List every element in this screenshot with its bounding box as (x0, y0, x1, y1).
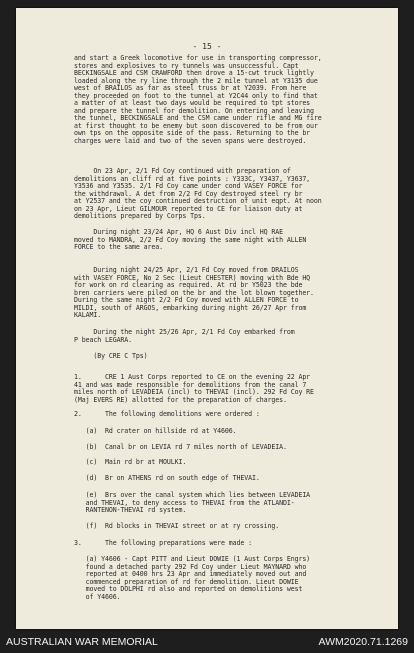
text-line: at first thought to be enemy but soon discovered to be from our (74, 121, 318, 130)
text-line: the withdrawal. A det from 2/2 Fd Coy destroyed steel ry br (74, 189, 303, 198)
text-line: On 23 Apr, 2/1 Fd Coy continued with preparation of (74, 167, 291, 175)
text-line: (c) Main rd br at MOULKI. (74, 458, 187, 466)
footer-institution: AUSTRALIAN WAR MEMORIAL (6, 636, 158, 648)
text-line: and prepare the tunnel for demolition. On entering and leaving (74, 106, 314, 115)
paragraph-3 (74, 229, 378, 252)
paragraph-14 (74, 523, 378, 531)
paragraph-5 (74, 329, 378, 344)
document-page (16, 8, 398, 629)
text-line: (e) Brs over the canal system which lies between LEVADEIA (74, 491, 311, 499)
paragraph-4 (74, 267, 378, 320)
text-line: loaded along the ry line through the 2 mile tunnel at Y3135 due (74, 76, 318, 85)
text-line: 2. The following demolitions were ordered : (74, 410, 260, 418)
text-line: own tps on the opposite side of the pass. Returning to the br (74, 129, 311, 138)
paragraph-12 (74, 475, 378, 483)
text-line: MILDI, south of ARGOS, embarking during night 26/27 Apr from (74, 303, 307, 312)
paragraph-8 (74, 411, 378, 419)
text-line: of Y4606. (74, 592, 121, 601)
text-line: 1. CRE 1 Aust Corps reported to CE on the evening 22 Apr (74, 373, 311, 381)
paragraph-9 (74, 428, 378, 436)
text-line: demolitions prepared by Corps Tps. (74, 212, 206, 221)
text-line: miles north of LEVADEIA (incl) to THEVAI (incl). 292 Fd Coy RE (74, 388, 314, 397)
text-line: moved to DOLPHI rd also and reported on demolitions west (74, 585, 303, 594)
paragraph-2 (74, 168, 378, 221)
text-line: BECKINGSALE and CSM CRAWFORD then drove a 15-cwt truck lightly (74, 69, 314, 78)
text-line: and start a Greek locomotive for use in transporting compressor, (74, 54, 322, 62)
text-line: reported at 0400 hrs 23 Apr and immediately moved out and (74, 570, 307, 579)
text-line: During night 23/24 Apr, HQ 6 Aust Div incl HQ RAE (74, 228, 283, 236)
text-line: on 23 Apr, Lieut GILMOUR reported to CE for liaison duty at (74, 204, 303, 213)
paragraph-7 (74, 374, 378, 404)
text-line: (By CRE C Tps) (74, 352, 148, 360)
text-line: 3. The following preparations were made : (74, 539, 253, 547)
text-line: and THEVAI, to deny access to THEVAI from the ATLANDI- (74, 498, 295, 507)
text-line: the tunnel, BECKINGSALE and the CSM came under rifle and MG fire (74, 114, 322, 123)
text-line: commenced preparation of rd for demolition. Lieut DOWIE (74, 577, 299, 586)
text-line: they proceeded on foot to the tunnel at Y2C44 only to find that (74, 91, 318, 100)
text-line: charges were laid and two of the seven spans were destroyed. (74, 137, 307, 146)
text-line: west of BRAILOS as far as steel truss br at Y2039. From here (74, 84, 307, 93)
text-line: (d) Br on ATHENS rd on south edge of THEVAI. (74, 474, 260, 482)
text-line: for work on rd clearing as required. At rd br Y5023 the bde (74, 281, 303, 290)
paragraph-13 (74, 492, 378, 515)
paragraph-16 (74, 556, 378, 601)
text-line: (f) Rd blocks in THEVAI street or at ry crossing. (74, 522, 280, 530)
text-line: FORCE to the same area. (74, 243, 164, 252)
text-line: stores and explosives to ry tunnels was unsuccessful. Capt (74, 61, 299, 70)
archive-footer (0, 631, 414, 653)
text-line: demolitions an cliff rd at five points : Y333C, Y3437, Y3637, (74, 174, 311, 183)
text-line: (b) Canal br on LEVIA rd 7 miles north of LEVADEIA. (74, 443, 287, 451)
text-line: moved to MANDRA, 2/2 Fd Coy moving the same night with ALLEN (74, 235, 307, 244)
paragraph-11 (74, 459, 378, 467)
text-line: 41 and was made responsible for demolitions from the canal 7 (74, 380, 307, 389)
text-line: found a detached party 292 Fd Coy under Lieut MAYNARD who (74, 562, 307, 571)
text-line: During the night 25/26 Apr, 2/1 Fd Coy embarked from (74, 328, 295, 336)
text-line: at Y2537 and the coy continued destruction of unit eqpt. At noon (74, 197, 322, 206)
page-number: - 15 - (192, 42, 222, 51)
text-line: (a) Y4606 - Capt PITT and Lieut DOWIE (1 Aust Corps Engrs) (74, 555, 311, 563)
paragraph-15 (74, 540, 378, 548)
text-line: During night 24/25 Apr, 2/1 Fd Coy moved from DRAILOS (74, 266, 299, 274)
footer-reference: AWM2020.71.1269 (318, 636, 408, 648)
paragraph-10 (74, 444, 378, 452)
text-line: RANTENON-THEVAI rd system. (74, 506, 187, 515)
text-line: bren carriers were piled on the br and the lot blown together. (74, 288, 314, 297)
text-line: During the same night 2/2 Fd Coy moved with ALLEN FORCE to (74, 296, 299, 305)
text-line: a matter of at least two days would be required to tpt stores (74, 99, 311, 108)
text-line: Y3536 and Y3535. 2/1 Fd Coy came under cond VASEY FORCE for (74, 182, 303, 191)
text-line: KALAMI. (74, 311, 102, 320)
text-line: P beach LEGARA. (74, 335, 133, 344)
paragraph-1 (74, 55, 378, 146)
text-line: (Maj EVERS RE) allotted for the preparation of charges. (74, 395, 287, 404)
text-line: with VASEY FORCE, No 2 Sec (Lieut CHESTER) moving with Bde HQ (74, 273, 311, 282)
paragraph-6 (74, 353, 378, 361)
text-line: (a) Rd crater on hillside rd at Y4606. (74, 427, 237, 435)
